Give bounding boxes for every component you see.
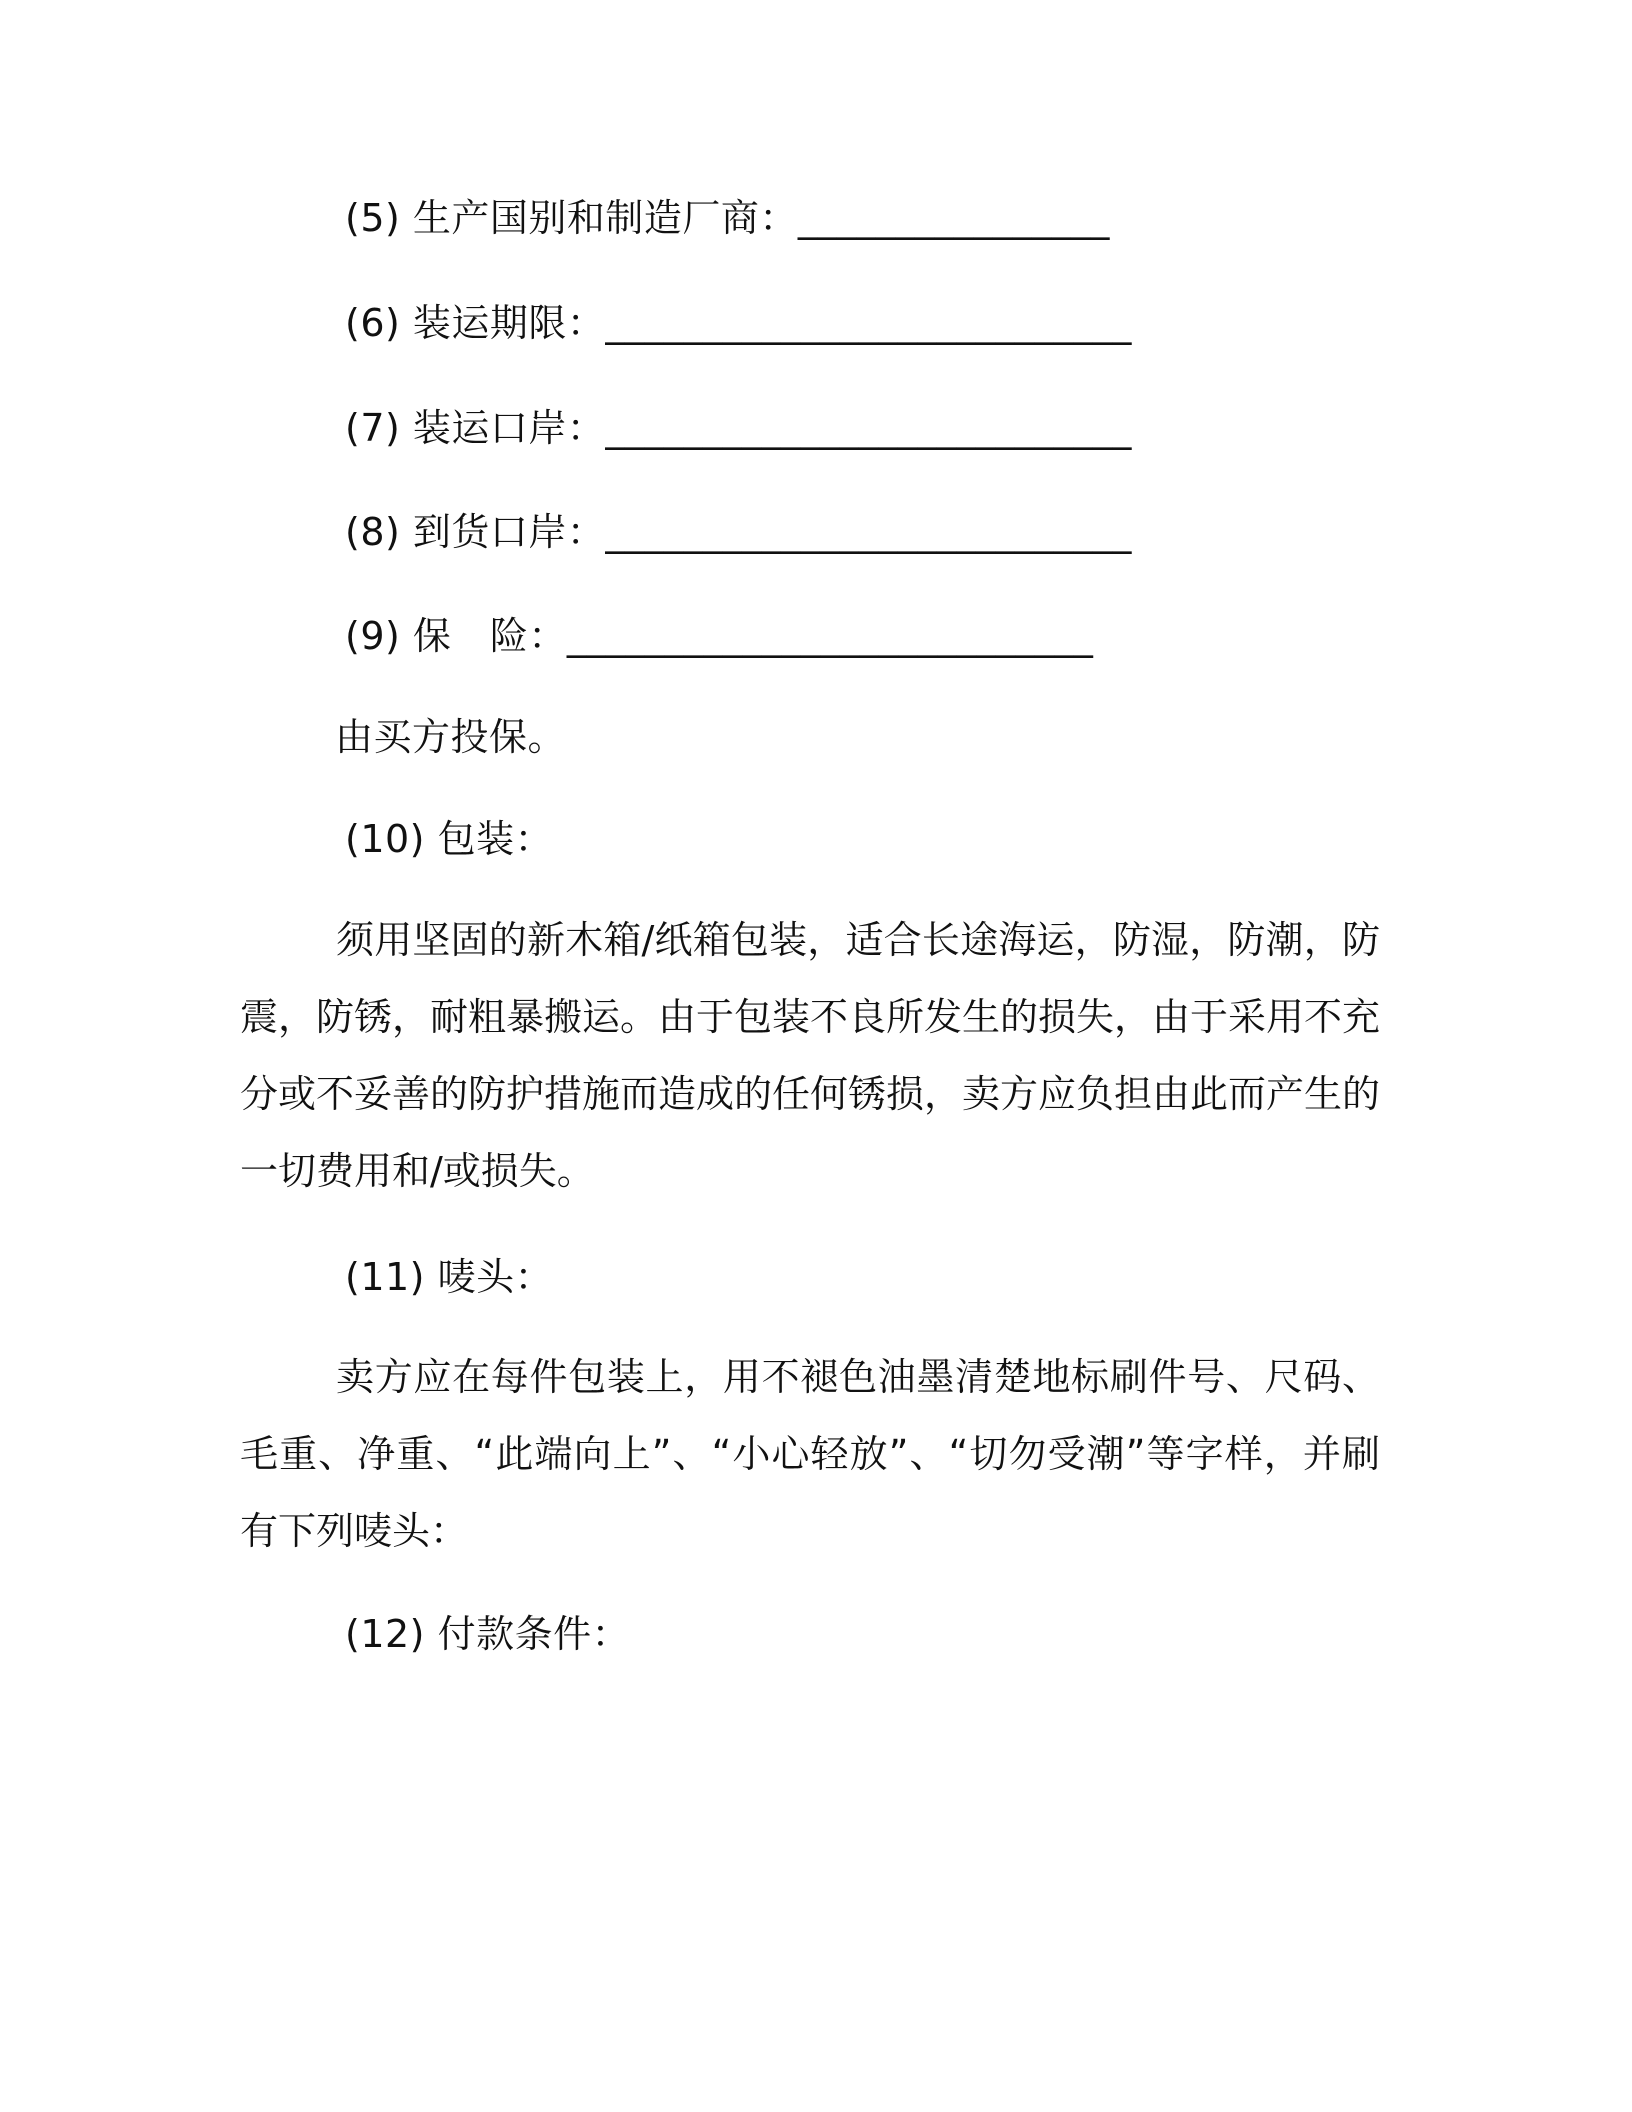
packing-body: 须用坚固的新木箱/纸箱包装，适合长途海运，防湿，防潮，防震，防锈，耐粗暴搬运。由于包装不良所发生的损失，由于采用不充分或不妥善的防护措施而造成的任何锈损，卖方应负担由此而产生的一切费用和/或损失。 xyxy=(240,918,1381,1193)
field-label: (8) 到货口岸： xyxy=(345,510,606,554)
packing-heading: (10) 包装： xyxy=(345,817,554,861)
field-blank: ___________________________ xyxy=(605,510,1132,554)
marks-heading: (11) 唛头： xyxy=(345,1255,554,1299)
field-blank: ___________________________ xyxy=(605,301,1132,345)
field-label: (7) 装运口岸： xyxy=(345,406,606,450)
field-blank: ___________________________ xyxy=(605,406,1132,450)
field-label: (6) 装运期限： xyxy=(345,301,606,345)
field-port-of-loading xyxy=(345,403,1132,453)
field-shipment-period xyxy=(345,298,1132,348)
field-label: (5) 生产国别和制造厂商： xyxy=(345,196,798,240)
field-port-of-destination xyxy=(345,507,1132,557)
field-blank: ___________________________ xyxy=(566,614,1094,658)
field-manufacturer xyxy=(345,193,1110,243)
insurance-note: 由买方投保。 xyxy=(335,715,567,759)
marks-body: 卖方应在每件包装上，用不褪色油墨清楚地标刷件号、尺码、毛重、净重、“此端向上”、“小心轻放”、“切勿受潮”等字样，并刷有下列唛头： xyxy=(240,1355,1380,1553)
field-blank: ________________ xyxy=(797,196,1110,240)
field-insurance xyxy=(345,611,1093,661)
payment-heading: (12) 付款条件： xyxy=(345,1612,631,1656)
field-label: (9) 保 险： xyxy=(345,614,567,658)
